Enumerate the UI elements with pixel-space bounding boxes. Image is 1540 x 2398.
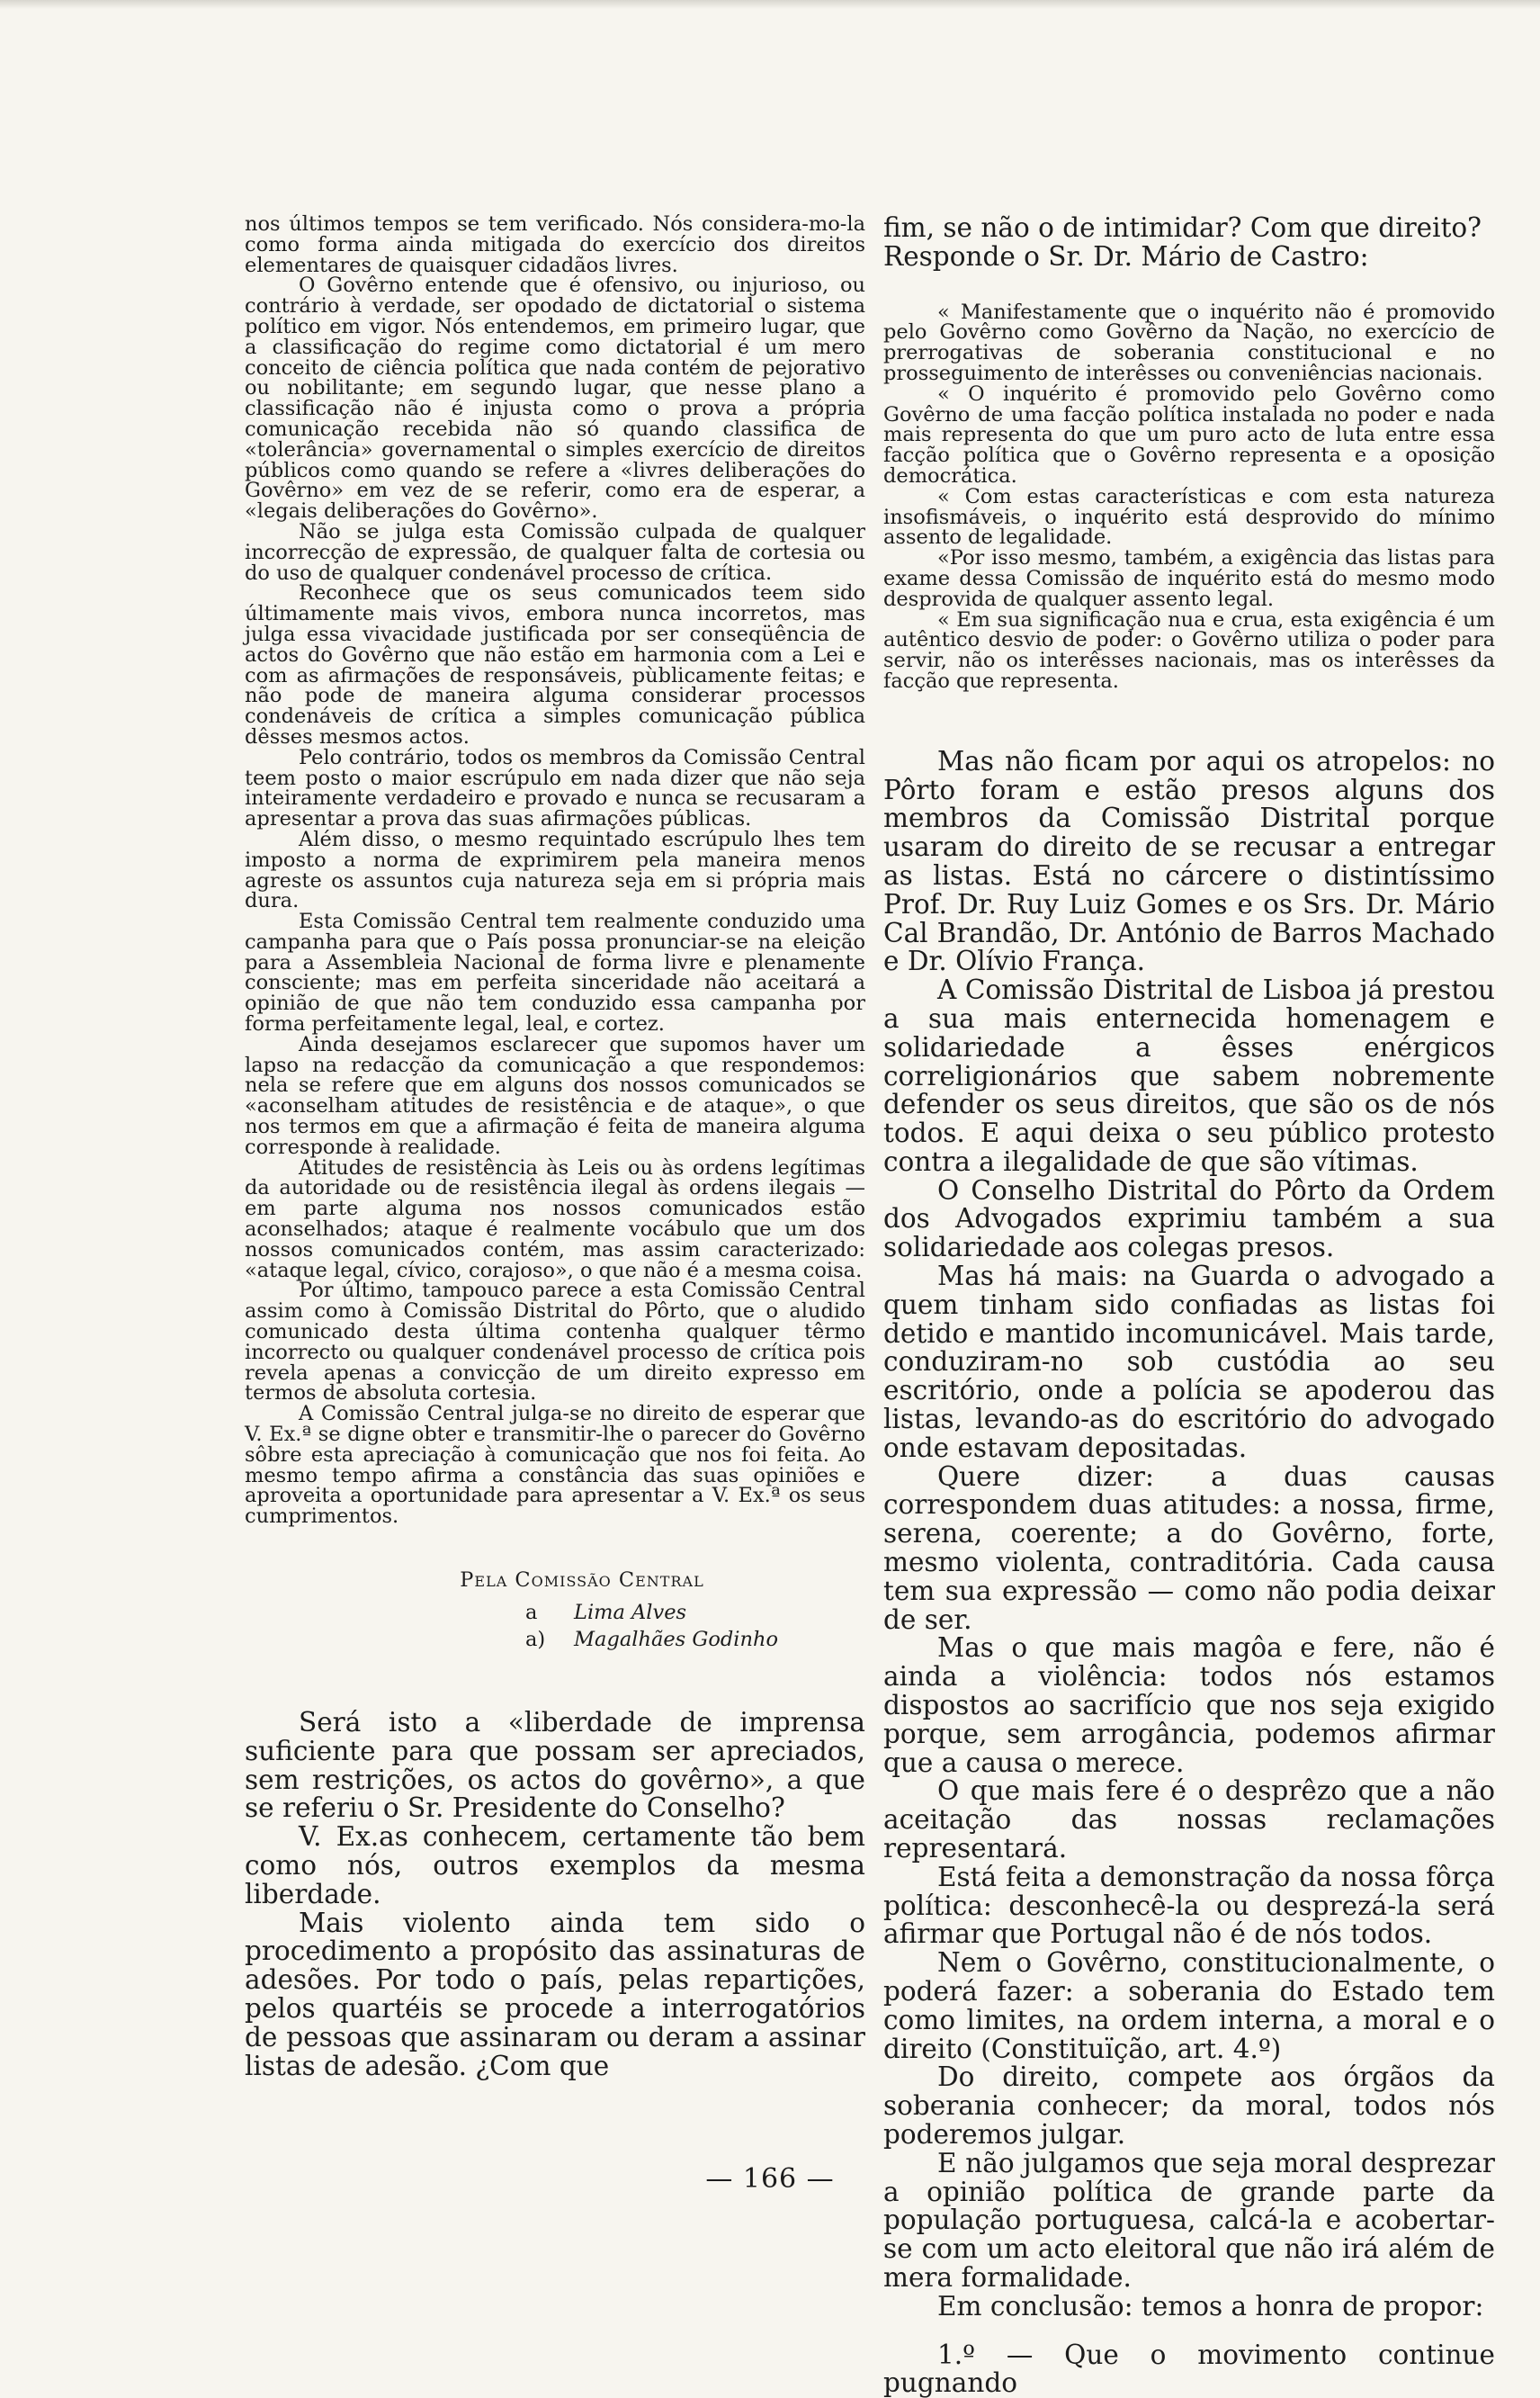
paragraph: Não se julga esta Comissão culpada de qualquer incorrecção de expressão, de qualquer falta de cortesia ou do uso de qualquer condenável processo de crítica. bbox=[245, 519, 865, 585]
paragraph: A Comissão Distrital de Lisboa já prestou a sua mais enternecida homenagem e solidariedade a êsses enérgicos correligionários que sabem nobremente defender os seus direitos, que são os de nós todos. E aqui deixa o seu público protesto contra a ilegalidade de que são vítimas. bbox=[883, 974, 1495, 1177]
paragraph: Do direito, compete aos órgãos da soberania conhecer; da moral, todos nós poderemos julgar. bbox=[883, 2061, 1495, 2150]
paragraph: Mas não ficam por aqui os atropelos: no Pôrto foram e estão presos alguns dos membros da Comissão Distrital porque usaram do direito de se recusar a entregar as listas. Está no cárcere o distintíssimo Prof. Dr. Ruy Luiz Gomes e os Srs. Dr. Mário Cal Brandão, Dr. António de Barros Machado e Dr. Olívio França. bbox=[883, 745, 1495, 977]
signature-names bbox=[574, 1599, 778, 1653]
paragraph: fim, se não o de intimidar? Com que direito? Responde o Sr. Dr. Mário de Castro: bbox=[883, 212, 1482, 272]
quote-paragraph: «Por isso mesmo, também, a exigência das listas para exame dessa Comissão de inquérito está do mesmo modo desprovida de qualquer assento legal. bbox=[883, 546, 1495, 611]
page-top-edge bbox=[0, 0, 1540, 9]
page-number: — 166 — bbox=[705, 2163, 835, 2195]
paragraph: Pelo contrário, todos os membros da Comissão Central teem posto o maior escrúpulo em nada dizer que não seja inteiramente verdadeiro e provado e nunca se recusaram a apresentar a prova das suas afirmações públicas. bbox=[245, 745, 865, 831]
paragraph: O Conselho Distrital do Pôrto da Ordem dos Advogados exprimiu também a sua solidariedade aos colegas presos. bbox=[883, 1174, 1495, 1263]
quote-paragraph: « Com estas características e com esta natureza insofismáveis, o inquérito está desprovido do mínimo assento de legalidade. bbox=[883, 484, 1495, 550]
signature-heading: Pela Comissão Central bbox=[460, 1568, 704, 1592]
signatory-name: Lima Alves bbox=[574, 1601, 687, 1624]
quote-paragraph: « O inquérito é promovido pelo Govêrno como Govêrno de uma facção política instalada no poder e nada mais representa do que um puro acto de luta entre essa facção política que o Govêrno representa e a oposição democrática. bbox=[883, 382, 1495, 488]
right-column bbox=[883, 214, 1495, 2398]
paragraph: Mais violento ainda tem sido o procedimento a propósito das assinaturas de adesões. Por todo o país, pelas repartições, pelos quartéis se procede a interrogatórios de pessoas que assinaram ou deram a assinar listas de adesão. ¿Com que bbox=[245, 1907, 865, 2081]
paragraph: Ainda desejamos esclarecer que supomos haver um lapso na redacção da comunicação a que respondemos: nela se refere que em alguns dos nossos comunicados se «aconselham atitudes de resistência e de ataque», o que nos termos em que a afirmação é feita de maneira alguma corresponde à realidade. bbox=[245, 1032, 865, 1159]
paragraph: Está feita a demonstração da nossa fôrça política: desconhecê-la ou desprezá-la será afirmar que Portugal não é de nós todos. bbox=[883, 1861, 1495, 1950]
signature-aa: a a) bbox=[525, 1601, 546, 1651]
paragraph: Nem o Govêrno, constitucionalmente, o poderá fazer: a soberania do Estado tem como limites, na ordem interna, a moral e o direito (Constituïção, art. 4.º) bbox=[883, 1947, 1495, 2064]
signatory-name: Magalhães Godinho bbox=[574, 1628, 779, 1651]
paragraph: Reconhece que os seus comunicados teem sido últimamente mais vivos, embora nunca incorretos, mas julga essa vivacidade justificada por ser conseqüência de actos do Govêrno que não estão em harmonia com a Lei e com as afirmações de responsáveis, pùblicamente feitas; e não pode de maneira alguma considerar processos condenáveis de crítica a simples comunicação pública dêsses mesmos actos. bbox=[245, 581, 865, 749]
quote-paragraph: « Em sua significação nua e crua, esta exigência é um autêntico desvio de poder: o Govêrno utiliza o poder para servir, não os interêsses nacionais, mas os interêsses da facção que representa. bbox=[883, 607, 1495, 693]
right-lead-text bbox=[883, 214, 1495, 272]
quotation-block bbox=[883, 302, 1495, 692]
paragraph: Quere dizer: a duas causas correspondem duas atitudes: a nossa, firme, serena, coerente; a do Govêrno, forte, mesmo violenta, contraditória. Cada causa tem sua expressão — como não podia deixar de ser. bbox=[883, 1460, 1495, 1635]
signature-block bbox=[245, 1567, 865, 1653]
paragraph: Por último, tampouco parece a esta Comissão Central assim como à Comissão Distrital do Pôrto, que o aludido comunicado desta última contenha qualquer têrmo incorrecto ou qualquer condenável processo de crítica pois revela apenas a convicção de um direito expresso em termos de absoluta cortesia. bbox=[245, 1279, 865, 1406]
paragraph: A Comissão Central julga-se no direito de esperar que V. Ex.ª se digne obter e transmitir-lhe o parecer do Govêrno sôbre esta apreciação à comunicação que nos foi feita. Ao mesmo tempo afirma a constância das suas opiniões e aproveita a oportunidade para apresentar a V. Ex.ª os seus cumprimentos. bbox=[245, 1402, 865, 1529]
paragraph: Além disso, o mesmo requintado escrúpulo lhes tem imposto a norma de exprimirem pela maneira menos agreste os assuntos cuja natureza seja em si própria mais dura. bbox=[245, 827, 865, 913]
paragraph: Em conclusão: temos a honra de propor: bbox=[937, 2290, 1484, 2322]
paragraph: V. Ex.as conhecem, certamente tão bem como nós, outros exemplos da mesma liberdade. bbox=[245, 1821, 865, 1909]
signature-row bbox=[245, 1599, 865, 1653]
paragraph: Esta Comissão Central tem realmente conduzido uma campanha para que o País possa pronunciar-se na eleição para a Assembleia Nacional de forma livre e plenamente consciente; mas em perfeita sinceridade não aceitará a opinião de que não tem conduzido essa campanha por forma perfeitamente legal, leal, e cortez. bbox=[245, 910, 865, 1037]
paragraph: 1.º — Que o movimento continue pugnando bbox=[883, 2339, 1495, 2398]
paragraph: Mas há mais: na Guarda o advogado a quem tinham sido confiadas as listas foi detido e mantido incomunicável. Mais tarde, conduziram-no sob custódia ao seu escritório, onde a polícia se apoderou das listas, levando-as do escritório do advogado onde estavam depositadas. bbox=[883, 1261, 1495, 1463]
paragraph: Será isto a «liberdade de imprensa suficiente para que possam ser apreciados, sem restrições, os actos do govêrno», a que se referiu o Sr. Presidente do Conselho? bbox=[245, 1707, 865, 1824]
paragraph: O Govêrno entende que é ofensivo, ou injurioso, ou contrário à verdade, ser opodado de dictatorial o sistema político em vigor. Nós entendemos, em primeiro lugar, que a classificação do regime como dictatorial é um mero conceito de ciência política que nada contém de pejorativo ou nobilitante; em segundo lugar, que nesse plano a classificação não é injusta como o prova a própria comunicação recebida não só quando classifica de «tolerância» governamental o simples exercício de direitos públicos como quando se refere a «livres deliberações do Govêrno» em vez de se referir, como era de esperar, a «legais deliberações do Govêrno». bbox=[245, 274, 865, 524]
left-column bbox=[245, 214, 865, 2080]
paragraph: Mas o que mais magôa e fere, não é ainda a violência: todos nós estamos dispostos ao sacrifício que nos seja exigido porque, sem arrogância, podemos afirmar que a causa o merece. bbox=[883, 1632, 1495, 1778]
paragraph: O que mais fere é o desprêzo que a não aceitação das nossas reclamações representará. bbox=[883, 1775, 1495, 1864]
paragraph: nos últimos tempos se tem verificado. Nós considera-mo-la como forma ainda mitigada do exercício dos direitos elementares de quaisquer cidadãos livres. bbox=[245, 212, 865, 277]
commission-letter-text bbox=[245, 214, 865, 1527]
paragraph: E não julgamos que seja moral desprezar a opinião política de grande parte da população portuguesa, calcá-la e acobertar-se com um acto eleitoral que não irá além de mera formalidade. bbox=[883, 2147, 1495, 2293]
quote-paragraph: « Manifestamente que o inquérito não é promovido pelo Govêrno como Govêrno da Nação, no exercício de prerrogativas de soberania constitucional e no prosseguimento de interêsses ou conveniências nacionais. bbox=[883, 300, 1495, 385]
right-body-text bbox=[883, 745, 1495, 2398]
left-body-text bbox=[245, 1709, 865, 2080]
paragraph: Atitudes de resistência às Leis ou às ordens legítimas da autoridade ou de resistência ilegal às ordens ilegais — em parte alguma nos nossos comunicados estão aconselhados; ataque é realmente vocábulo que um dos nossos comunicados contém, mas assim caracterizado: «ataque legal, cívico, corajoso», o que não é a mesma coisa. bbox=[245, 1155, 865, 1282]
